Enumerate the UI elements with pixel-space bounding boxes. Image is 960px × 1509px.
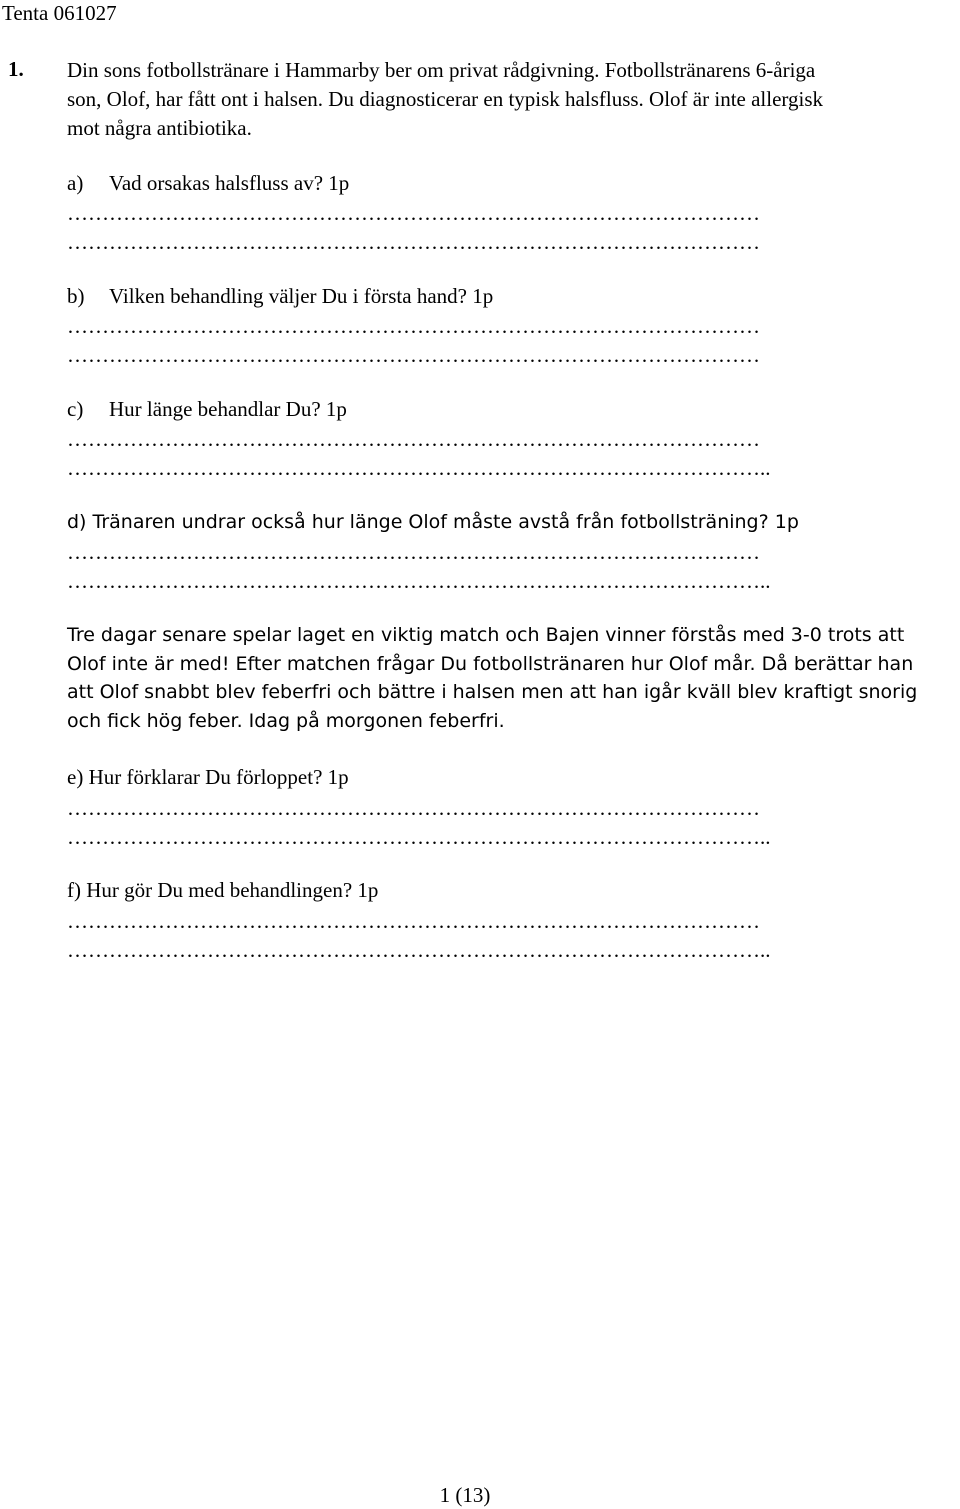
- question-number: 1.: [8, 57, 24, 81]
- scenario-line: Tre dagar senare spelar laget en viktig match och Bajen vinner förstås med 3-0 trots att: [67, 624, 905, 646]
- intro-line: Din sons fotbollstränare i Hammarby ber om privat rådgivning. Fotbollstränarens 6-åriga: [67, 58, 816, 82]
- part-letter: b): [67, 284, 85, 308]
- scenario-line: och fick hög feber. Idag på morgonen feberfri.: [67, 709, 505, 732]
- scenario-line: att Olof snabbt blev feberfri och bättre i halsen men att han igår kväll blev kraftigt snorig: [67, 681, 918, 703]
- answer-line[interactable]: ………………………………………………………………………………………: [67, 343, 760, 367]
- part-b-question: [67, 283, 493, 309]
- document-header: Tenta 061027: [2, 1, 117, 25]
- part-text: Hur länge behandlar Du? 1p: [109, 397, 347, 421]
- answer-line[interactable]: ………………………………………………………………………………………..: [67, 938, 771, 962]
- part-letter: c): [67, 397, 84, 421]
- answer-line[interactable]: ………………………………………………………………………………………: [67, 201, 760, 225]
- answer-line[interactable]: ………………………………………………………………………………………..: [67, 825, 771, 849]
- answer-line[interactable]: ………………………………………………………………………………………: [67, 909, 760, 933]
- question-intro: [67, 56, 957, 143]
- part-text: Vad orsakas halsfluss av? 1p: [109, 171, 350, 195]
- answer-line[interactable]: ………………………………………………………………………………………..: [67, 456, 771, 480]
- part-text: Vilken behandling väljer Du i första hand? 1p: [109, 284, 494, 308]
- answer-line[interactable]: ………………………………………………………………………………………: [67, 540, 760, 564]
- part-d-question: d) Tränaren undrar också hur länge Olof måste avstå från fotbollsträning? 1p: [67, 511, 799, 533]
- part-letter: a): [67, 171, 84, 195]
- intro-line: son, Olof, har fått ont i halsen. Du diagnosticerar en typisk halsfluss. Olof är inte allergisk: [67, 87, 824, 111]
- answer-line[interactable]: ………………………………………………………………………………………: [67, 314, 760, 338]
- scenario-paragraph: [67, 621, 957, 735]
- part-c-question: [67, 396, 347, 422]
- answer-line[interactable]: ………………………………………………………………………………………..: [67, 569, 771, 593]
- answer-line[interactable]: ………………………………………………………………………………………: [67, 796, 760, 820]
- answer-line[interactable]: ………………………………………………………………………………………: [67, 230, 760, 254]
- page-number: 1 (13): [439, 1483, 491, 1507]
- answer-line[interactable]: ………………………………………………………………………………………: [67, 427, 760, 451]
- intro-line: mot några antibiotika.: [67, 116, 252, 140]
- part-f-question: f) Hur gör Du med behandlingen? 1p: [67, 878, 379, 902]
- part-e-question: e) Hur förklarar Du förloppet? 1p: [67, 765, 349, 789]
- part-a-question: [67, 170, 349, 196]
- scenario-line: Olof inte är med! Efter matchen frågar Du fotbollstränaren hur Olof mår. Då berättar han: [67, 652, 914, 675]
